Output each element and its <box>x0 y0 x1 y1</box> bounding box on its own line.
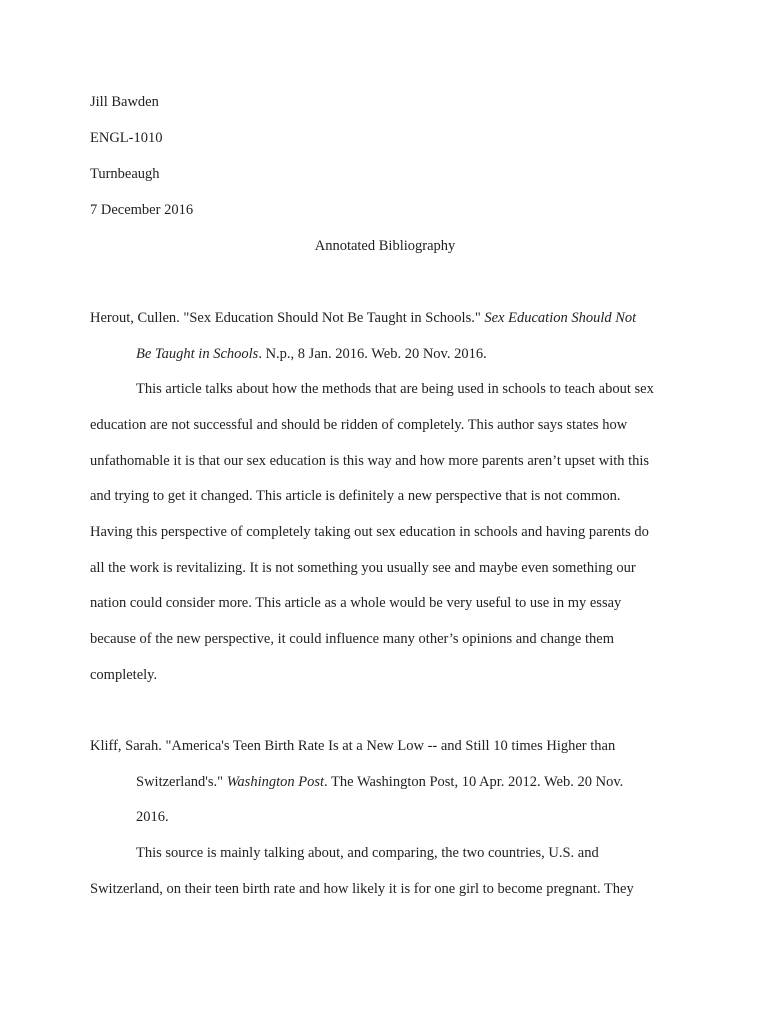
citation-source-title: Washington Post <box>226 774 325 790</box>
citation-text: Switzerland's." <box>136 774 227 790</box>
annotation-line: because of the new perspective, it could influence many other’s opinions and change them <box>90 631 614 647</box>
annotation-line: and trying to get it changed. This article is definitely a new perspective that is not common. <box>90 488 621 504</box>
annotation-line: Having this perspective of completely taking out sex education in schools and having parents do <box>90 524 649 540</box>
document-date: 7 December 2016 <box>90 202 194 218</box>
annotation-line: all the work is revitalizing. It is not something you usually see and maybe even something our <box>90 560 636 576</box>
annotation-line: This article talks about how the methods that are being used in schools to teach about sex <box>136 381 654 397</box>
annotation-line: unfathomable it is that our sex education is this way and how more parents aren’t upset with this <box>90 453 650 469</box>
citation-line <box>90 308 636 328</box>
citation-source-title: Be Taught in Schools <box>136 346 259 362</box>
course-code: ENGL-1010 <box>90 130 163 146</box>
annotation-line: Switzerland, on their teen birth rate and how likely it is for one girl to become pregnant. They <box>90 881 634 897</box>
annotation-line: This source is mainly talking about, and comparing, the two countries, U.S. and <box>136 845 599 861</box>
annotation-line: completely. <box>90 667 158 683</box>
author-name: Jill Bawden <box>90 94 159 110</box>
citation-text: . N.p., 8 Jan. 2016. Web. 20 Nov. 2016. <box>258 346 487 362</box>
citation-line <box>136 344 487 364</box>
citation-line <box>136 772 623 792</box>
citation-text: . The Washington Post, 10 Apr. 2012. Web. 20 Nov. <box>324 774 624 790</box>
page-title: Annotated Bibliography <box>314 238 456 254</box>
annotation-line: education are not successful and should be ridden of completely. This author says states how <box>90 417 628 433</box>
citation-line: Kliff, Sarah. "America's Teen Birth Rate Is at a New Low -- and Still 10 times Higher than <box>90 738 616 754</box>
citation-source-title: Sex Education Should Not <box>484 310 637 326</box>
annotation-line: nation could consider more. This article as a whole would be very useful to use in my essay <box>90 595 622 611</box>
instructor-name: Turnbeaugh <box>90 166 160 182</box>
citation-text: Herout, Cullen. "Sex Education Should Not Be Taught in Schools." <box>90 310 485 326</box>
citation-line: 2016. <box>136 809 169 825</box>
